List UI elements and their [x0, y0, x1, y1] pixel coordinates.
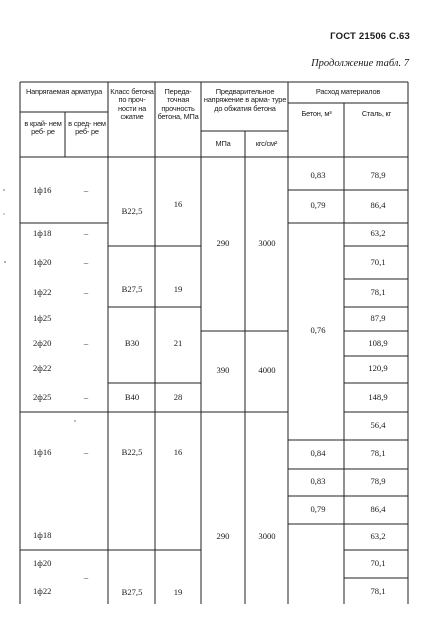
cell-middle: – [83, 447, 89, 458]
header-edge-rib: в край- нем реб- ре [24, 119, 62, 137]
cell-concrete: 0,83 [310, 476, 326, 487]
header-transfer-strength: Переда- точная прочность бетона, МПа [157, 87, 199, 121]
header-mpa: МПа [215, 139, 231, 148]
cell-strength: 19 [173, 587, 183, 598]
cell-middle: – [83, 228, 89, 239]
header-steel-kg: Сталь, кг [361, 109, 392, 118]
table-continuation: Продолжение табл. 7 [311, 58, 409, 69]
cell-middle: – [83, 257, 89, 268]
cell-middle: – [83, 185, 89, 196]
cell-strength: 21 [173, 338, 183, 349]
cell-steel: 78,1 [370, 448, 386, 459]
cell-edge: 1ф22 [33, 586, 52, 597]
cell-kgf: 4000 [258, 365, 276, 376]
cell-steel: 78,1 [370, 586, 386, 597]
cell-class: В40 [124, 392, 140, 403]
cell-steel: 108,9 [368, 338, 388, 349]
cell-kgf: 3000 [258, 238, 276, 249]
cell-middle: – [83, 287, 89, 298]
cell-class: В22,5 [121, 206, 143, 217]
cell-middle: – [83, 572, 89, 583]
cell-edge: 1ф18 [33, 530, 52, 541]
cell-strength: 16 [173, 199, 183, 210]
cell-middle: – [83, 338, 89, 349]
cell-steel: 86,4 [370, 504, 386, 515]
header-middle-rib: в сред- нем реб- ре [68, 119, 106, 137]
cell-edge: 2ф22 [33, 363, 52, 374]
cell-steel: 78,9 [370, 476, 386, 487]
cell-steel: 87,9 [370, 313, 386, 324]
cell-class: В27,5 [121, 587, 143, 598]
cell-mpa: 290 [216, 238, 230, 249]
cell-steel: 78,9 [370, 170, 386, 181]
cell-middle: – [83, 392, 89, 403]
cell-edge: 1ф16 [33, 447, 52, 458]
cell-edge: 1ф25 [33, 313, 52, 324]
cell-concrete: 0,79 [310, 200, 326, 211]
cell-concrete: 0,83 [310, 170, 326, 181]
cell-mpa: 290 [216, 531, 230, 542]
cell-edge: 1ф16 [33, 185, 52, 196]
cell-class: В22,5 [121, 447, 143, 458]
cell-edge: 1ф20 [33, 257, 52, 268]
cell-steel: 56,4 [370, 420, 386, 431]
cell-steel: 63,2 [370, 531, 386, 542]
cell-strength: 19 [173, 284, 183, 295]
cell-class: В27,5 [121, 284, 143, 295]
cell-concrete: 0,76 [310, 325, 326, 336]
cell-strength: 16 [173, 447, 183, 458]
cell-strength: 28 [173, 392, 183, 403]
cell-steel: 70,1 [370, 257, 386, 268]
cell-class: В30 [124, 338, 140, 349]
header-concrete-m3: Бетон, м³ [301, 109, 332, 118]
header-reinforcement: Напрягаемая арматура [25, 87, 103, 96]
cell-concrete: 0,79 [310, 504, 326, 515]
cell-steel: 63,2 [370, 228, 386, 239]
page-header: ГОСТ 21506 С.63 [330, 31, 410, 42]
cell-edge: 2ф20 [33, 338, 52, 349]
cell-edge: 1ф20 [33, 558, 52, 569]
cell-kgf: 3000 [258, 531, 276, 542]
cell-steel: 120,9 [368, 363, 388, 374]
cell-edge: 2ф25 [33, 392, 52, 403]
cell-concrete: 0,84 [310, 448, 326, 459]
header-prestress: Предварительное напряжение в арма- туре до обжатия бетона [203, 87, 287, 113]
cell-steel: 148,9 [368, 392, 388, 403]
cell-steel: 86,4 [370, 200, 386, 211]
cell-edge: 1ф18 [33, 228, 52, 239]
cell-steel: 70,1 [370, 558, 386, 569]
cell-mpa: 390 [216, 365, 230, 376]
cell-edge: 1ф22 [33, 287, 52, 298]
cell-steel: 78,1 [370, 287, 386, 298]
header-kgf: кгс/см² [255, 139, 278, 148]
header-consumption: Расход материалов [315, 87, 381, 96]
header-concrete-class: Класс бетона по проч- ности на сжатие [110, 87, 154, 121]
